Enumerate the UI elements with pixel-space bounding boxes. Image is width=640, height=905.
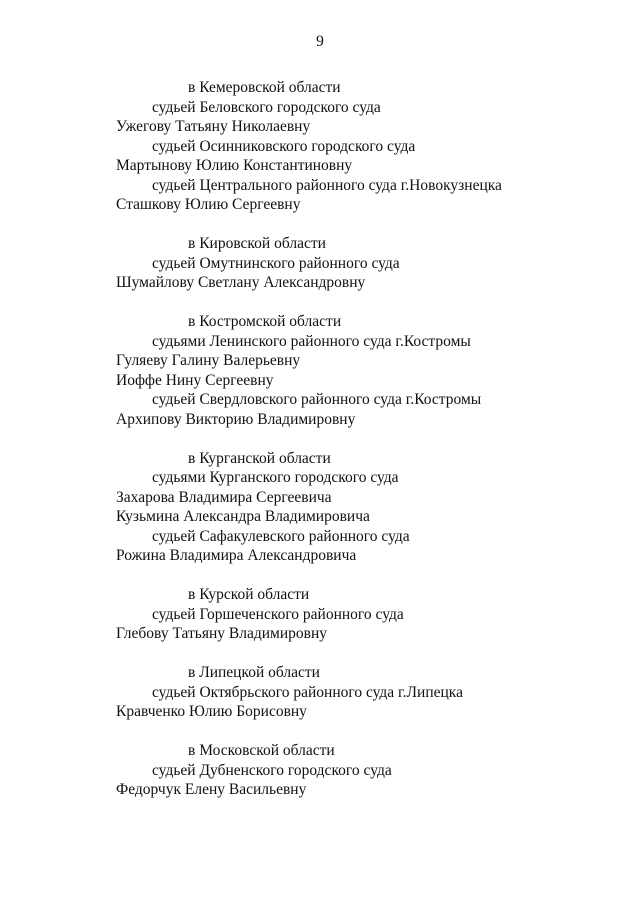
judge-name: Федорчук Елену Васильевну [116, 781, 307, 798]
court-line: судьей Осинниковского городского суда [152, 137, 416, 155]
court-line: судьями Ленинского районного суда г.Костромы [152, 332, 471, 350]
region-heading: в Кировской области [188, 235, 326, 252]
court-line: судьями Курганского городского суда [152, 469, 399, 486]
court-line: судьей Горшеченского районного суда [152, 605, 404, 623]
judge-name: Шумайлову Светлану Александровну [116, 274, 366, 291]
region-heading: в Костромской области [188, 313, 342, 330]
region-section [116, 78, 620, 215]
region-section [116, 449, 620, 566]
court-line: судьей Омутнинского районного суда [152, 254, 400, 272]
page-number: 9 [316, 33, 324, 50]
judge-name: Мартынову Юлию Константиновну [116, 157, 353, 174]
judge-name: Архипову Викторию Владимировну [116, 410, 356, 428]
court-line: судьей Октябрьского районного суда г.Липецка [152, 683, 463, 701]
region-heading: в Московской области [188, 742, 335, 759]
court-line: судьей Дубненского городского суда [152, 761, 392, 779]
court-line: судьей Беловского городского суда [152, 98, 381, 116]
judge-name: Кузьмина Александра Владимировича [116, 508, 370, 525]
region-section [116, 312, 620, 429]
region-section [116, 585, 620, 644]
judge-name: Сташкову Юлию Сергеевну [116, 196, 301, 213]
court-line: судьей Свердловского районного суда г.Костромы [152, 391, 482, 408]
judge-name: Захарова Владимира Сергеевича [116, 488, 332, 506]
region-heading: в Кемеровской области [188, 79, 341, 96]
judge-name: Кравченко Юлию Борисовну [116, 703, 307, 720]
judge-name: Ужегову Татьяну Николаевну [116, 118, 311, 135]
judge-name: Глебову Татьяну Владимировну [116, 625, 328, 642]
region-heading: в Липецкой области [188, 664, 320, 681]
region-heading: в Курганской области [188, 449, 331, 467]
document-body [116, 78, 620, 819]
judge-name: Гуляеву Галину Валерьевну [116, 352, 301, 369]
region-section [116, 663, 620, 722]
court-line: судьей Сафакулевского районного суда [152, 527, 410, 545]
region-heading: в Курской области [188, 586, 310, 603]
judge-name: Рожина Владимира Александровича [116, 547, 357, 564]
judge-name: Иоффе Нину Сергеевну [116, 371, 274, 389]
region-section [116, 234, 620, 293]
region-section [116, 741, 620, 800]
court-line: судьей Центрального районного суда г.Новокузнецка [152, 176, 502, 194]
